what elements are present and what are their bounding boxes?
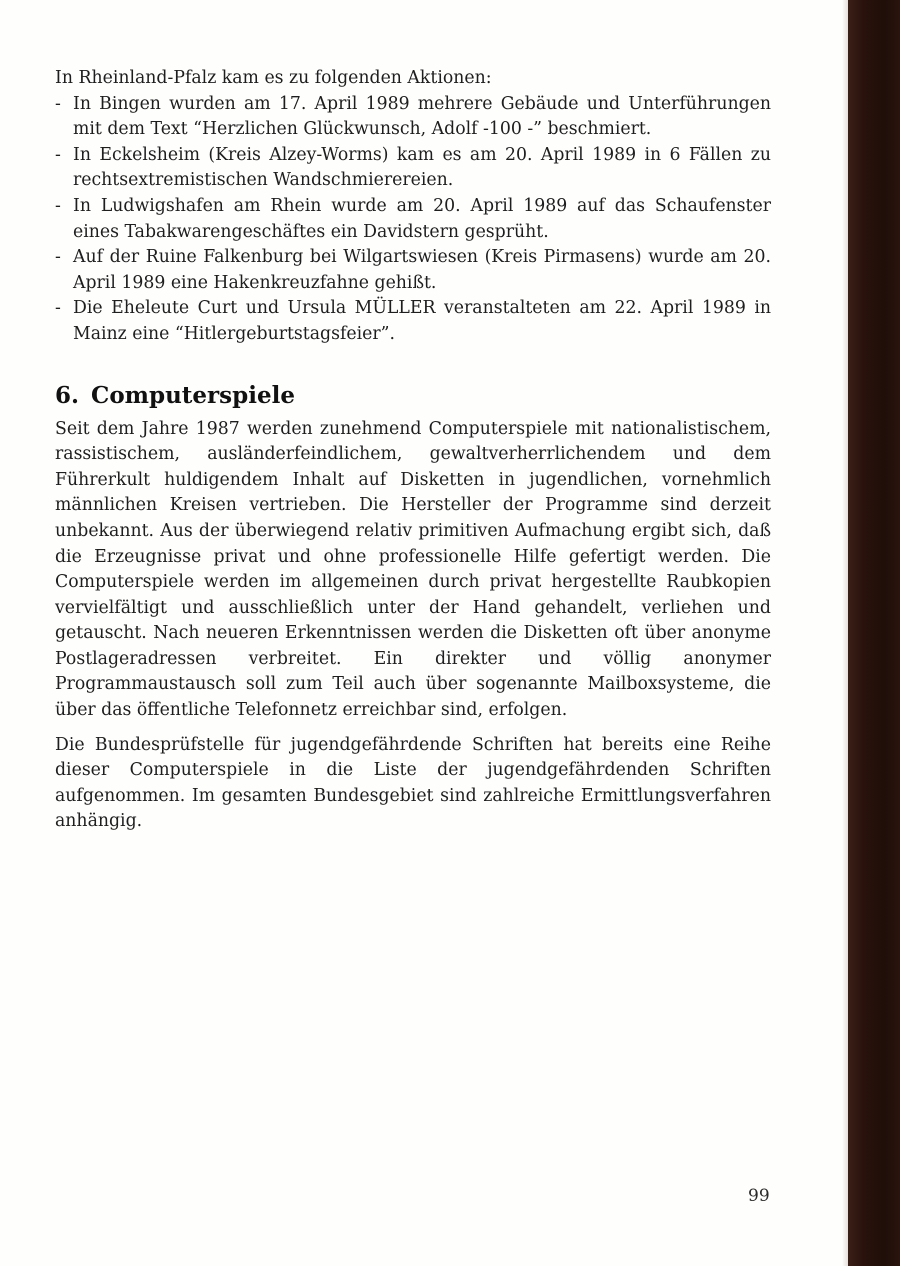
section-title: Computerspiele [91,381,295,409]
list-item-text: Die Eheleute Curt und Ursula MÜLLER veranstalteten am 22. April 1989 in Mainz eine “Hitlergeburtstagsfeier”. [73,298,771,344]
section-heading [55,382,771,410]
list-dash: - [55,195,61,216]
list-dash: - [55,247,61,268]
paragraph: Seit dem Jahre 1987 werden zunehmend Computerspiele mit nationalistischem, rassistischem, ausländerfeindlichem, gewaltverherrlichendem und dem Führerkult huldigendem Inhalt auf Disketten in jugendlichen, vornehmlich männlichen Kreisen vertrieben. Die Hersteller der Programme sind derzeit unbekannt. Aus der überwiegend relativ primitiven Aufmachung ergibt sich, daß die Erzeugnisse privat und ohne professionelle Hilfe gefertigt werden. Die Computerspiele werden im allgemeinen durch privat hergestellte Raubkopien vervielfältigt und ausschließlich unter der Hand gehandelt, verliehen und getauscht. Nach neueren Erkenntnissen werden die Disketten oft über anonyme Postlageradressen verbreitet. Ein direkter und völlig anonymer Programmaustausch soll zum Teil auch über sogenannte Mailboxsysteme, die über das öffentliche Telefonnetz erreichbar sind, erfolgen. [55,418,771,721]
list-item [55,245,771,296]
intro-line: In Rheinland-Pfalz kam es zu folgenden Aktionen: [55,68,492,88]
list-dash: - [55,144,61,165]
page-content [55,66,771,844]
list-item [55,194,771,245]
list-dash: - [55,298,61,319]
actions-list [55,92,771,348]
list-dash: - [55,93,61,114]
list-item-text: In Eckelsheim (Kreis Alzey-Worms) kam es am 20. April 1989 in 6 Fällen zu rechtsextremistischen Wandschmierereien. [73,144,771,191]
list-item [55,296,771,347]
page-number: 99 [748,1186,770,1206]
list-item-text: In Ludwigshafen am Rhein wurde am 20. April 1989 auf das Schaufenster eines Tabakwarengeschäftes ein Davidstern gesprüht. [73,195,771,242]
paragraph: Die Bundesprüfstelle für jugendgefährdende Schriften hat bereits eine Reihe dieser Computerspiele in die Liste der jugendgefährdenden Schriften aufgenommen. Im gesamten Bundesgebiet sind zahlreiche Ermittlungsverfahren anhängig. [55,734,771,832]
section-number: 6. [55,381,80,409]
list-item [55,143,771,194]
book-spine [848,0,900,1266]
list-item-text: Auf der Ruine Falkenburg bei Wilgartswiesen (Kreis Pirmasens) wurde am 20. April 1989 eine Hakenkreuzfahne gehißt. [73,247,771,293]
list-item [55,92,771,143]
list-item-text: In Bingen wurden am 17. April 1989 mehrere Gebäude und Unterführungen mit dem Text “Herzlichen Glückwunsch, Adolf -100 -” beschmiert. [73,93,771,140]
